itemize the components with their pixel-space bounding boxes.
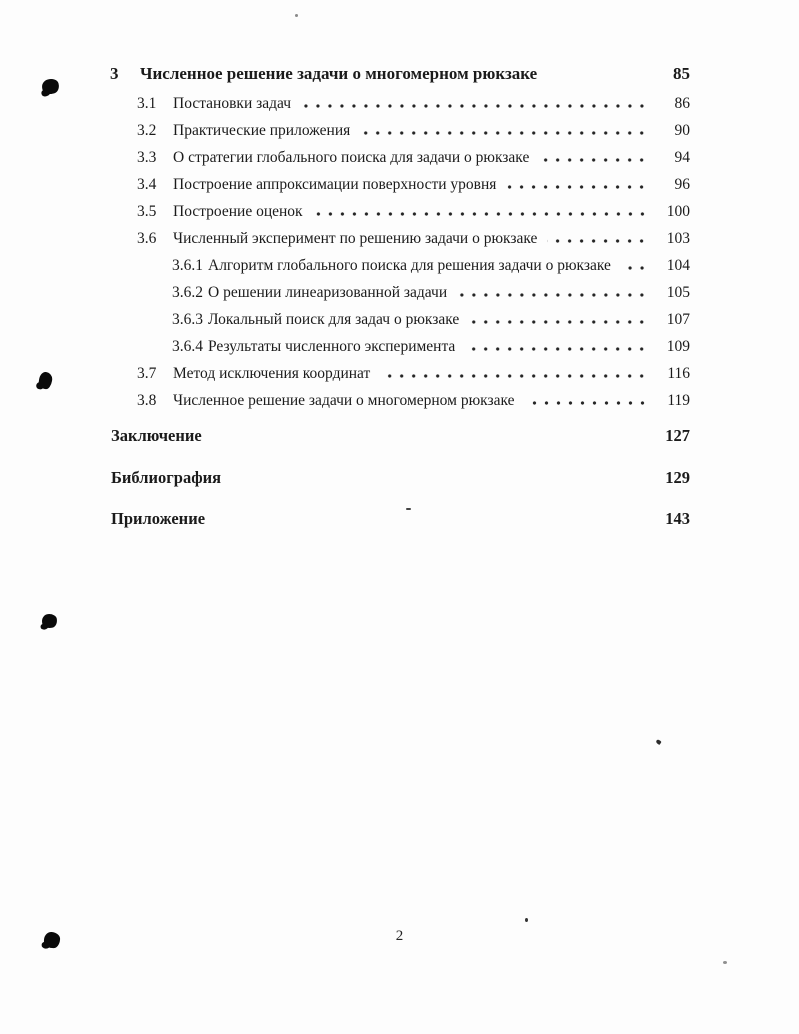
toc-entry-title: Построение оценок xyxy=(173,203,303,220)
page-number: 2 xyxy=(395,928,404,944)
toc-entry xyxy=(0,225,799,252)
toc-entry-page: 109 xyxy=(666,338,690,355)
dot-leader xyxy=(621,266,648,270)
toc-backmatter-row xyxy=(0,464,799,491)
toc-entry xyxy=(0,117,799,144)
toc-backmatter-row xyxy=(0,422,799,449)
toc-entry-page: 105 xyxy=(666,284,690,301)
toc-entry-title: О решении линеаризованной задачи xyxy=(208,284,448,301)
toc-entry-page: 107 xyxy=(666,311,690,328)
toc-entry-number: 3.4 xyxy=(137,176,157,193)
toc-entry xyxy=(0,252,799,279)
ink-speck xyxy=(406,508,411,510)
dot-leader xyxy=(547,239,648,243)
backmatter-title: Заключение xyxy=(111,426,202,445)
dot-leader xyxy=(525,401,648,405)
dot-leader xyxy=(301,104,648,108)
dot-leader xyxy=(506,185,648,189)
toc-entry xyxy=(0,90,799,117)
ink-speck xyxy=(525,918,528,922)
toc-entry-number: 3.1 xyxy=(137,95,157,112)
dot-leader xyxy=(539,158,648,162)
dot-leader xyxy=(380,374,648,378)
toc-entry-title: Постановки задач xyxy=(173,95,292,112)
toc-entry-number: 3.2 xyxy=(137,122,157,139)
toc-entry xyxy=(0,144,799,171)
toc-entry xyxy=(0,360,799,387)
table-of-contents xyxy=(0,57,799,532)
toc-entry-number: 3.7 xyxy=(137,365,157,382)
toc-entry-page: 100 xyxy=(666,203,690,220)
toc-entry-number: 3.6.4 xyxy=(172,338,203,355)
chapter-title: Численное решение задачи о многомерном рюкзаке xyxy=(140,64,538,83)
backmatter-title: Приложение xyxy=(111,509,206,528)
chapter-number: 3 xyxy=(110,64,119,83)
toc-entry-page: 96 xyxy=(674,176,690,193)
toc-entry xyxy=(0,387,799,414)
toc-entry-title: О стратегии глобального поиска для задачи о рюкзаке xyxy=(173,149,530,166)
toc-entry-title: Метод исключения координат xyxy=(173,365,371,382)
toc-entry-number: 3.3 xyxy=(137,149,157,166)
ink-blob xyxy=(43,931,60,948)
dot-leader xyxy=(469,320,648,324)
toc-entry-number: 3.5 xyxy=(137,203,157,220)
ink-speck xyxy=(295,14,298,17)
toc-entry-title: Построение аппроксимации поверхности уровня xyxy=(173,176,497,193)
backmatter-page: 129 xyxy=(665,468,690,487)
toc-entry xyxy=(0,333,799,360)
toc-entry-page: 103 xyxy=(666,230,690,247)
ink-speck xyxy=(723,961,727,964)
dot-leader xyxy=(457,293,648,297)
dot-leader xyxy=(465,347,648,351)
toc-chapter-row xyxy=(0,57,799,90)
backmatter-page: 143 xyxy=(665,509,690,528)
toc-entry-title: Практические приложения xyxy=(173,122,351,139)
toc-backmatter-row xyxy=(0,505,799,532)
toc-entry-number: 3.6 xyxy=(137,230,157,247)
toc-entry-page: 119 xyxy=(667,392,690,409)
toc-entry xyxy=(0,306,799,333)
ink-blob xyxy=(41,613,57,628)
toc-entry-title: Локальный поиск для задач о рюкзаке xyxy=(208,311,460,328)
toc-entry-title: Алгоритм глобального поиска для решения задачи о рюкзаке xyxy=(208,257,611,274)
toc-entry-page: 94 xyxy=(674,149,690,166)
dot-leader xyxy=(313,212,648,216)
toc-entry-number: 3.6.2 xyxy=(172,284,203,301)
chapter-page: 85 xyxy=(673,64,690,83)
ink-speck xyxy=(655,739,661,745)
toc-entry xyxy=(0,171,799,198)
toc-entry-title: Численный эксперимент по решению задачи о рюкзаке xyxy=(173,230,538,247)
toc-entry-number: 3.6.3 xyxy=(172,311,203,328)
toc-entry-page: 90 xyxy=(674,122,690,139)
toc-entry xyxy=(0,198,799,225)
toc-entry-page: 104 xyxy=(666,257,690,274)
toc-entry-number: 3.6.1 xyxy=(172,257,203,274)
backmatter-title: Библиография xyxy=(111,468,222,487)
toc-entry-title: Численное решение задачи о многомерном рюкзаке xyxy=(173,392,515,409)
toc-entry-title: Результаты численного эксперимента xyxy=(208,338,456,355)
toc-entry xyxy=(0,279,799,306)
backmatter-page: 127 xyxy=(665,426,690,445)
toc-entry-page: 86 xyxy=(674,95,690,112)
toc-entry-number: 3.8 xyxy=(137,392,157,409)
toc-entry-page: 116 xyxy=(667,365,690,382)
dot-leader xyxy=(360,131,648,135)
